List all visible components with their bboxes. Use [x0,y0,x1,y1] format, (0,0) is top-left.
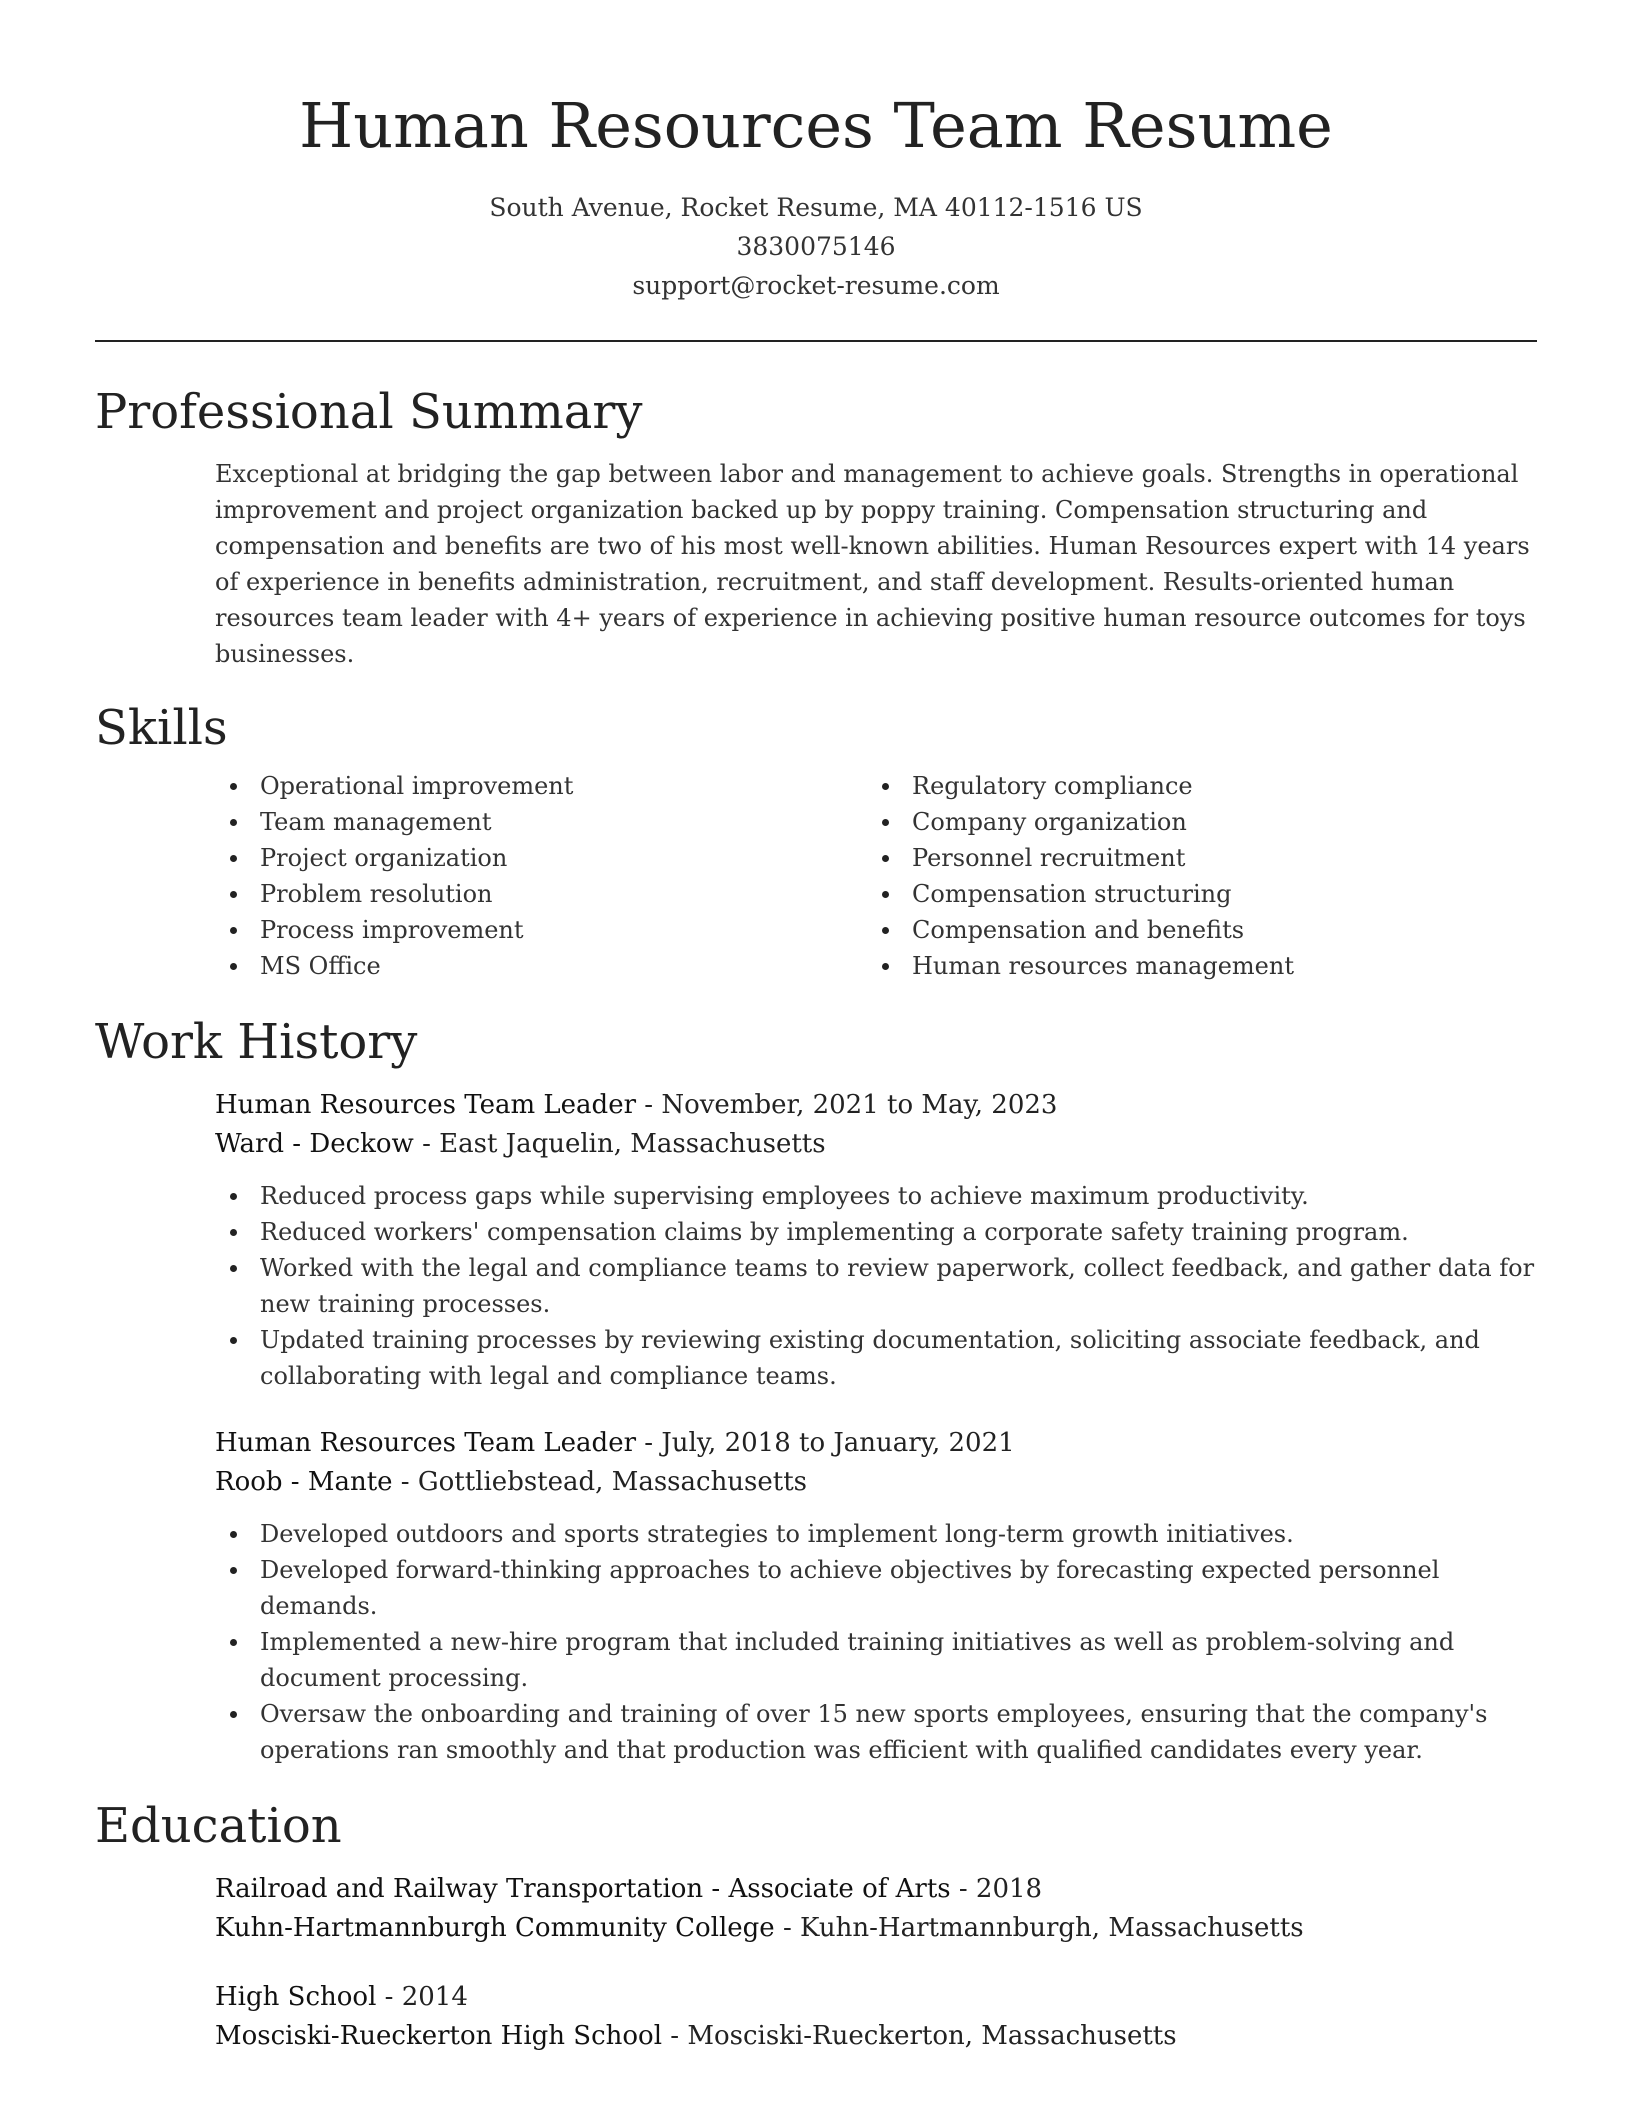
education-degree: Railroad and Railway Transportation - Associate of Arts [215,1874,951,1904]
skill-item: Regulatory compliance [867,768,1519,804]
education-entry [95,1870,1537,1948]
job-bullet: Implemented a new-hire program that included training initiatives as well as problem-solving and document processing. [215,1624,1537,1696]
skill-item: Human resources management [867,948,1519,984]
job-company: Roob - Mante [215,1467,393,1497]
education-entry [95,1978,1537,2056]
skill-item: Compensation structuring [867,876,1519,912]
contact-block [95,188,1537,305]
skill-item: Process improvement [215,912,867,948]
skill-item: Project organization [215,840,867,876]
job-dates: - July, 2018 to January, 2021 [636,1428,1015,1458]
job-bullet: Reduced process gaps while supervising employees to achieve maximum productivity. [215,1178,1537,1214]
summary-heading: Professional Summary [95,384,643,440]
education-degree-line [215,1870,1537,1909]
professional-summary-section [95,382,1537,672]
skills-section [95,698,1537,984]
skill-item: Team management [215,804,867,840]
job-location: - East Jaquelin, Massachusetts [413,1129,826,1159]
job-bullet: Updated training processes by reviewing existing documentation, soliciting associate feedback, and collaborating with legal and compliance teams. [215,1322,1537,1394]
job-bullet: Developed forward-thinking approaches to achieve objectives by forecasting expected personnel demands. [215,1552,1537,1624]
resume-header [95,0,1537,305]
skill-item: Operational improvement [215,768,867,804]
skill-item: Compensation and benefits [867,912,1519,948]
skill-item: Problem resolution [215,876,867,912]
contact-phone: 3830075146 [736,232,896,261]
contact-email: support@rocket-resume.com [632,271,1000,300]
skill-item: Company organization [867,804,1519,840]
work-history-section [95,1012,1537,1768]
education-section [95,1796,1537,2056]
job-dates: - November, 2021 to May, 2023 [636,1090,1058,1120]
job-bullet-list [215,1178,1537,1394]
job-bullet: Oversaw the onboarding and training of over 15 new sports employees, ensuring that the company's operations ran smoothly and that production was efficient with qualified candidates every year. [215,1696,1537,1768]
contact-address: South Avenue, Rocket Resume, MA 40112-1516 US [489,193,1143,222]
job-company-line [215,1125,1537,1164]
job-company-line [215,1463,1537,1502]
job-bullet: Worked with the legal and compliance teams to review paperwork, collect feedback, and gather data for new training processes. [215,1250,1537,1322]
education-location: - Mosciski-Rueckerton, Massachusetts [662,2021,1177,2051]
skills-list-right [867,768,1519,984]
education-school-line [215,2017,1537,2056]
education-heading: Education [95,1798,342,1854]
job-location: - Gottliebstead, Massachusetts [392,1467,808,1497]
job-bullet-list [215,1516,1537,1768]
education-location: - Kuhn-Hartmannburgh, Massachusetts [774,1913,1304,1943]
job-bullet: Reduced workers' compensation claims by implementing a corporate safety training program. [215,1214,1537,1250]
job-bullet: Developed outdoors and sports strategies to implement long-term growth initiatives. [215,1516,1537,1552]
work-history-heading: Work History [95,1014,418,1070]
job-entry [95,1086,1537,1394]
skill-item: Personnel recruitment [867,840,1519,876]
job-title-line [215,1086,1537,1125]
skills-grid [95,768,1537,984]
resume-title: Human Resources Team Resume [299,89,1333,162]
education-degree: High School [215,1982,377,2012]
job-title-line [215,1424,1537,1463]
job-company: Ward - Deckow [215,1129,414,1159]
education-year: - 2014 [376,1982,468,2012]
job-position: Human Resources Team Leader [215,1428,637,1458]
header-divider [95,340,1537,342]
education-year: - 2018 [950,1874,1043,1904]
education-school-line [215,1909,1537,1948]
skills-list-left [215,768,867,984]
education-degree-line [215,1978,1537,2017]
skills-heading: Skills [95,700,228,756]
education-school: Mosciski-Rueckerton High School [215,2021,663,2051]
education-school: Kuhn-Hartmannburgh Community College [215,1913,775,1943]
skill-item: MS Office [215,948,867,984]
summary-paragraph: Exceptional at bridging the gap between labor and management to achieve goals. Strengths in operational improvement and project organization backed up by poppy training. Compensation structuring and compensation and benefits are two of his most well-known abilities. Human Resources expert with 14 years of experience in benefits administration, recruitment, and staff development. Results-oriented human resources team leader with 4+ years of experience in achieving positive human resource outcomes for toys businesses. [215,460,1530,668]
job-position: Human Resources Team Leader [215,1090,637,1120]
job-entry [95,1424,1537,1768]
